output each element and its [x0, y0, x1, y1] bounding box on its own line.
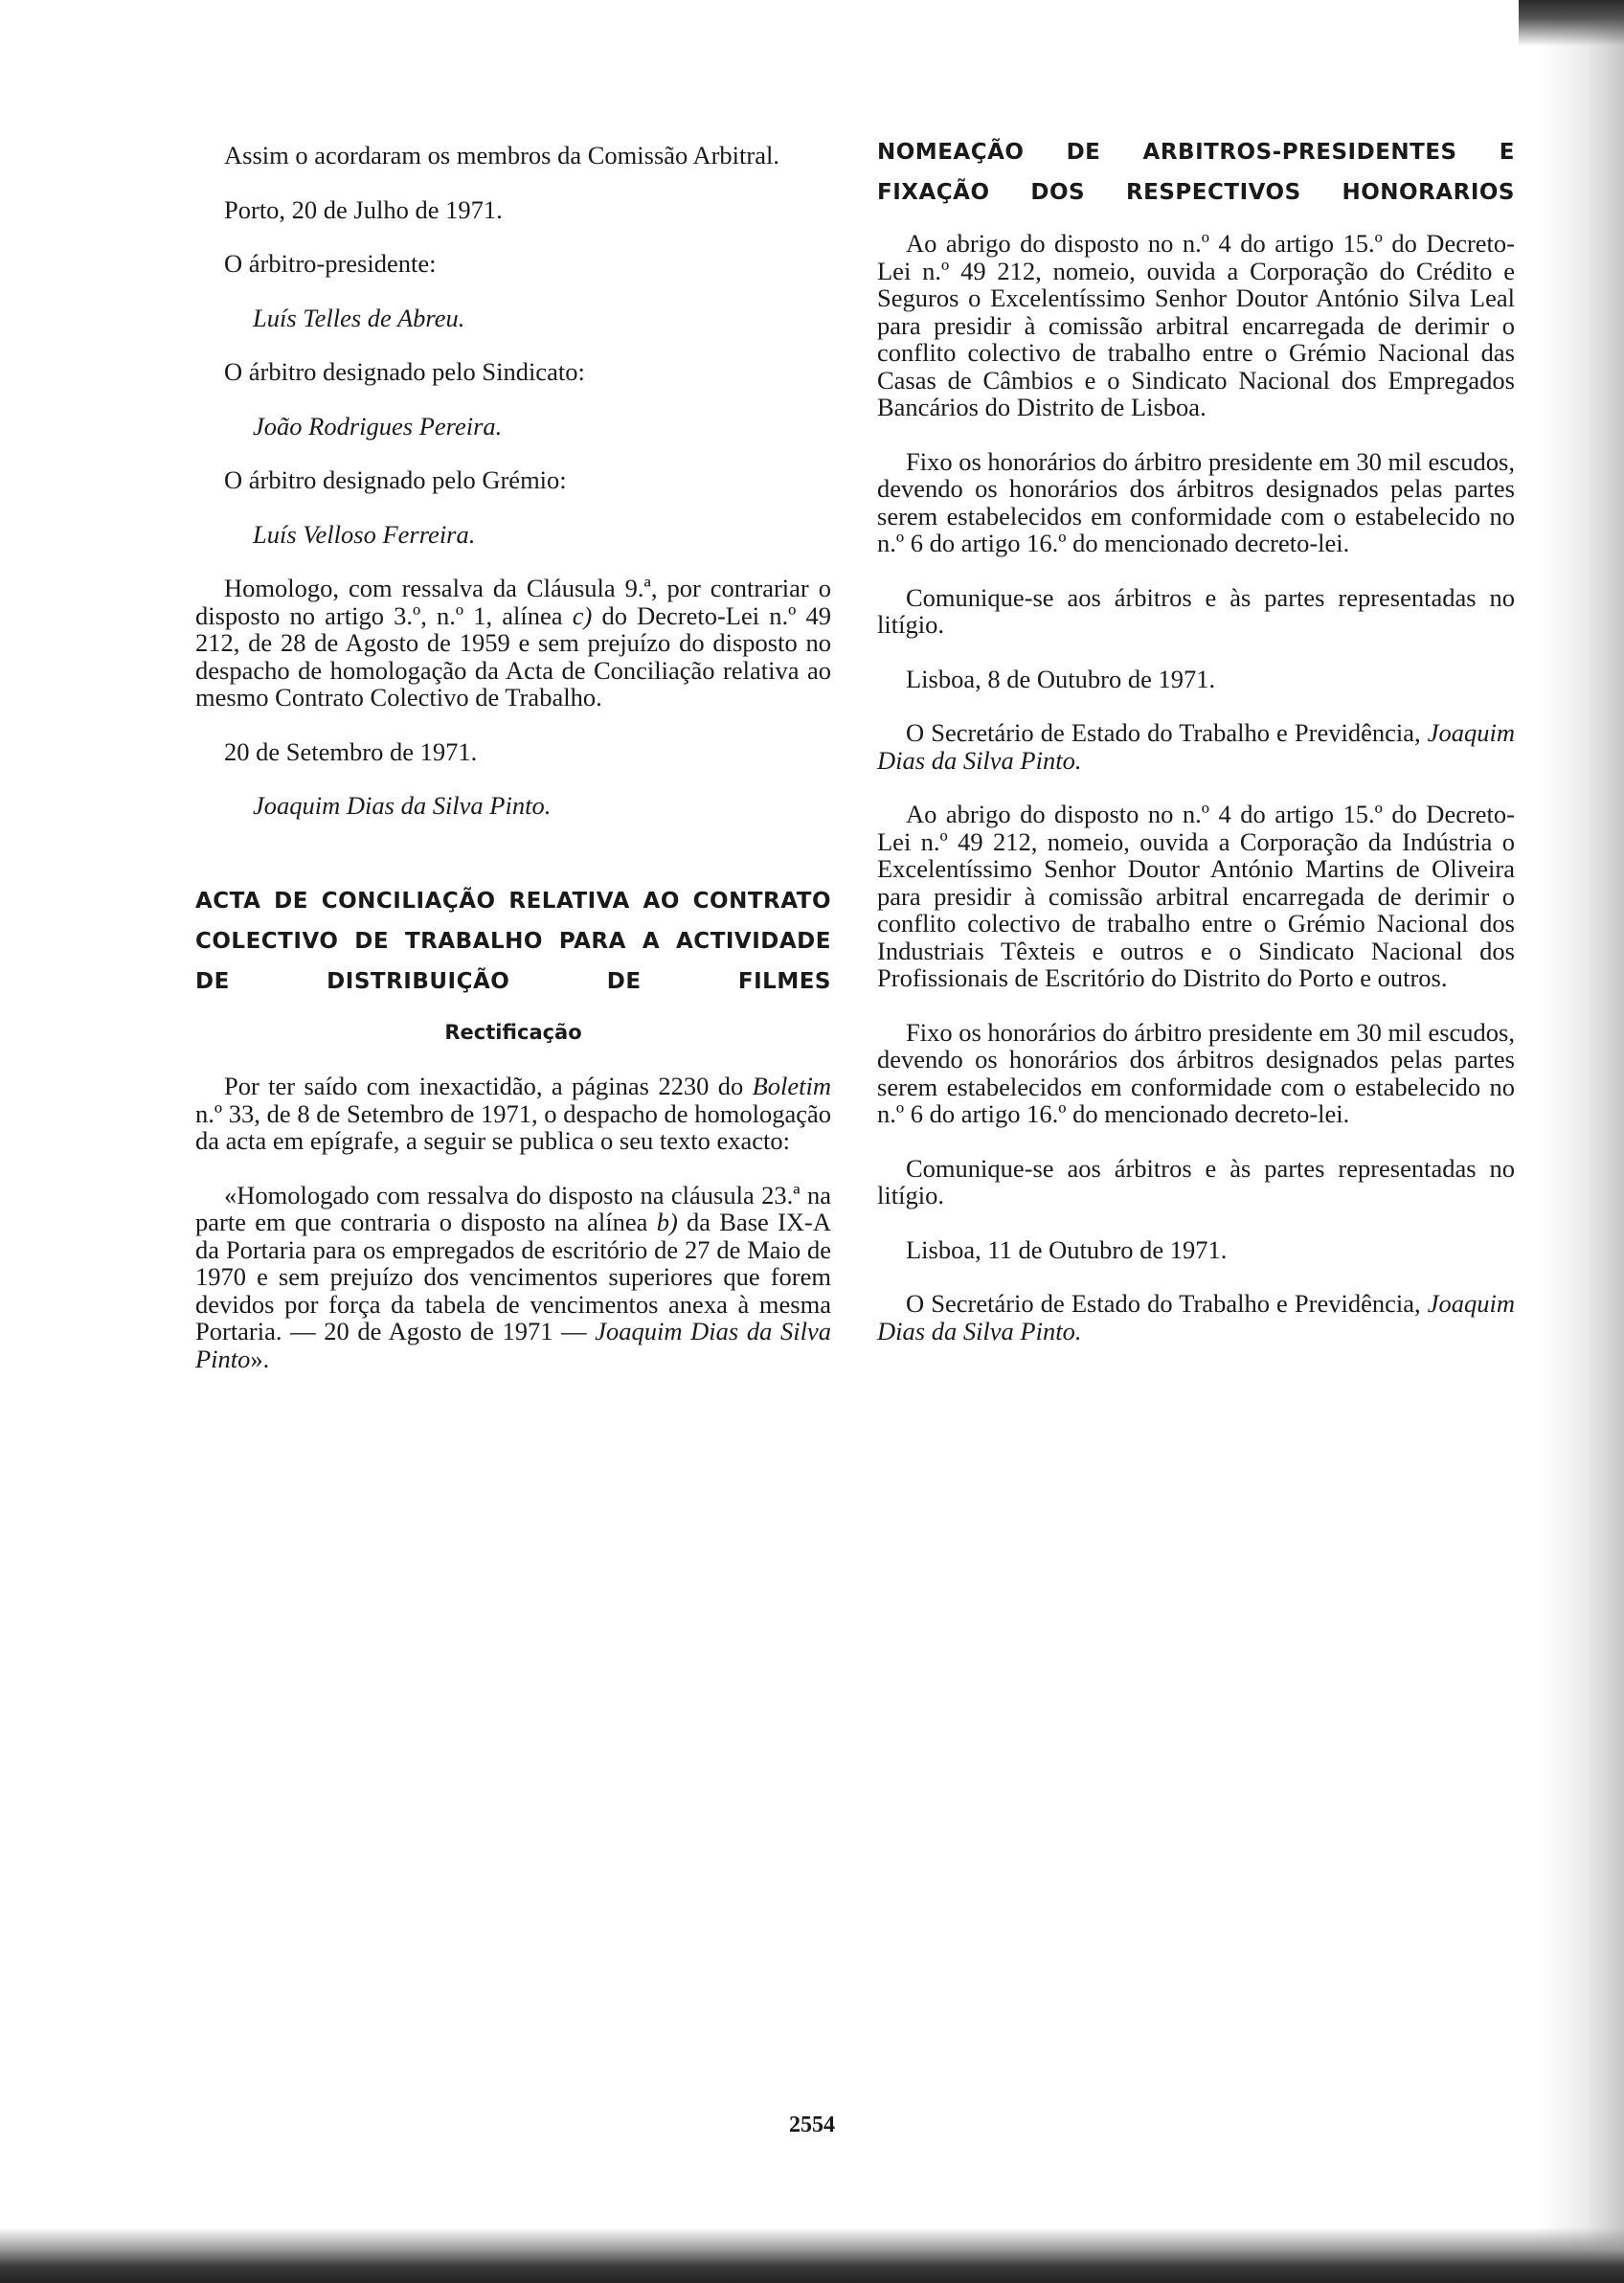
- paragraph: Comunique-se aos árbitros e às partes representadas no litígio.: [877, 582, 1515, 639]
- paragraph: Assim o acordaram os membros da Comissão Arbitral.: [224, 141, 779, 170]
- section-heading: NOMEAÇÃO DE ARBITROS-PRESIDENTES E FIXAÇÃO DOS RESPECTIVOS HONORARIOS: [877, 140, 1515, 205]
- paragraph: Fixo os honorários do árbitro presidente em 30 mil escudos, devendo os honorários dos árbitros designados pelas partes serem estabelecidos em conformidade com o estabelecido no n.º 6 do artigo 16.º do mencionado decreto-lei.: [877, 446, 1515, 557]
- date-line: Lisboa, 8 de Outubro de 1971.: [906, 664, 1216, 693]
- quoted-order: [195, 1182, 831, 1373]
- role-label: O árbitro-presidente:: [224, 249, 437, 278]
- section-heading: ACTA DE CONCILIAÇÃO RELATIVA AO CONTRATO COLECTIVO DE TRABALHO PARA A ACTIVIDADE DE DISTRIBUIÇÃO DE FILMES: [195, 888, 831, 994]
- date-line: Lisboa, 11 de Outubro de 1971.: [906, 1234, 1228, 1264]
- signatory-name: João Rodrigues Pereira.: [253, 411, 503, 441]
- paragraph: Comunique-se aos árbitros e às partes representadas no litígio.: [877, 1153, 1515, 1209]
- page-number: 2554: [789, 2113, 835, 2137]
- left-column: [195, 142, 831, 1399]
- paragraph: Ao abrigo do disposto no n.º 4 do artigo 15.º do Decreto-Lei n.º 49 212, nomeio, ouvida a Corporação do Crédito e Seguros o Excelentíssimo Senhor Doutor António Silva Leal para presidir à comissão arbitral encarregada de derimir o conflito colectivo de trabalho entre o Grémio Nacional das Casas de Câmbios e o Sindicato Nacional dos Empregados Bancários do Distrito de Lisboa.: [877, 229, 1515, 421]
- section-subheading: Rectificação: [444, 1020, 582, 1044]
- secretary-title: O Secretário de Estado do Trabalho e Previdência,: [906, 718, 1428, 747]
- date-line: 20 de Setembro de 1971.: [224, 736, 478, 766]
- quote-signature: Joaquim Dias da Silva Pinto: [195, 1317, 831, 1373]
- scan-bottom-edge: [0, 2227, 1624, 2283]
- homologation-letter: c): [572, 600, 593, 630]
- paragraph: Fixo os honorários do árbitro presidente em 30 mil escudos, devendo os honorários dos árbitros designados pelas partes serem estabelecidos em conformidade com o estabelecido no n.º 6 do artigo 16.º do mencionado decreto-lei.: [877, 1017, 1515, 1128]
- place-date: Porto, 20 de Julho de 1971.: [224, 194, 503, 224]
- scan-edge-shadow: [1538, 0, 1624, 2283]
- right-column: [877, 142, 1515, 1371]
- homologation-text-a: Homologo, com ressalva da Cláusula 9.ª, por contrariar o disposto no artigo 3.º, n.º 1, alínea: [195, 574, 831, 630]
- rectification-text-a: Por ter saído com inexactidão, a páginas 2230 do: [224, 1072, 753, 1100]
- quote-text-b: da Base IX-A da Portaria para os empregados de escritório de 27 de Maio de 1970 e sem prejuízo dos vencimentos superiores que forem devidos por força da tabela de vencimentos anexa à mesma Portaria. — 20 de Agosto de 1971 —: [195, 1208, 832, 1345]
- signatory-name: Luís Velloso Ferreira.: [253, 519, 476, 549]
- role-label: O árbitro designado pelo Sindicato:: [224, 357, 585, 386]
- quote-letter: b): [656, 1208, 678, 1236]
- rectification-text-b: n.º 33, de 8 de Setembro de 1971, o despacho de homologação da acta em epígrafe, a seguir se publica o seu texto exacto:: [195, 1098, 831, 1155]
- secretary-title: O Secretário de Estado do Trabalho e Previdência,: [906, 1289, 1428, 1318]
- secretary-name: Joaquim Dias da Silva Pinto.: [877, 1289, 1515, 1345]
- quote-text-a: «Homologado com ressalva do disposto na cláusula 23.ª na parte em que contraria o disposto na alínea: [195, 1180, 831, 1236]
- secretary-signature: [877, 1290, 1515, 1345]
- signatory-name: Joaquim Dias da Silva Pinto.: [253, 791, 552, 820]
- scan-corner-shadow: [1519, 0, 1624, 46]
- homologation-text-b: do Decreto-Lei n.º 49 212, de 28 de Agosto de 1959 e sem prejuízo do disposto no despacho de homologação da Acta de Conciliação relativa ao mesmo Contrato Colectivo de Trabalho.: [195, 600, 832, 712]
- signatory-name: Luís Telles de Abreu.: [253, 303, 465, 332]
- publication-title: Boletim: [752, 1072, 831, 1100]
- paragraph: Ao abrigo do disposto no n.º 4 do artigo 15.º do Decreto-Lei n.º 49 212, nomeio, ouvida a Corporação da Indústria o Excelentíssimo Senhor Doutor António Martins de Oliveira para presidir à comissão arbitral encarregada de derimir o conflito colectivo de trabalho entre o Grémio Nacional dos Industriais Têxteis e outros e o Sindicato Nacional dos Profissionais de Escritório do Distrito do Porto e outros.: [877, 800, 1515, 992]
- rectification-paragraph: [195, 1073, 831, 1155]
- secretary-name: Joaquim Dias da Silva Pinto.: [877, 718, 1515, 775]
- secretary-signature: [877, 719, 1515, 774]
- quote-end: ».: [250, 1344, 270, 1373]
- role-label: O árbitro designado pelo Grémio:: [224, 465, 567, 494]
- homologation-paragraph: [195, 575, 831, 712]
